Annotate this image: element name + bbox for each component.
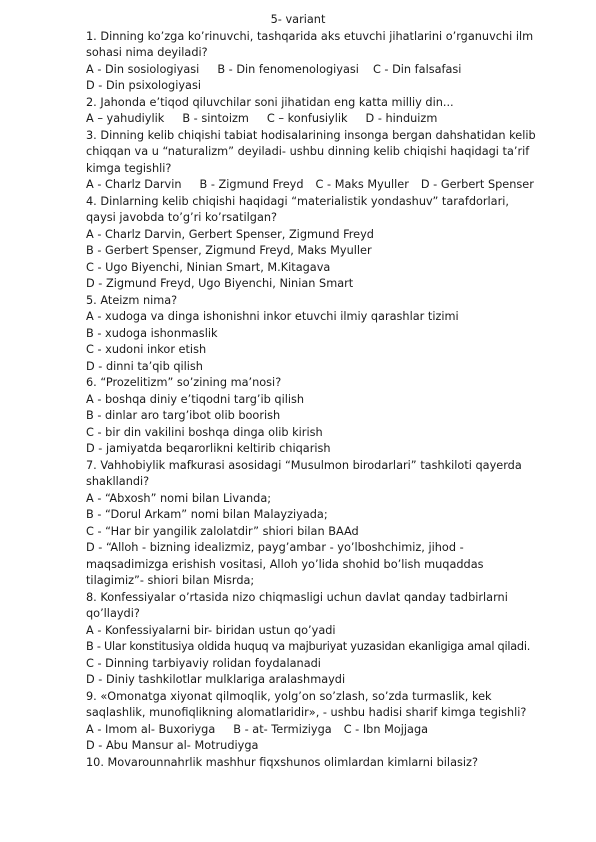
question-1: 1. Dinning ko’zga ko’rinuvchi, tashqarida aks etuvchi jihatlarini o’rganuvchi ilm sohasi nima deyiladi? — [86, 29, 534, 59]
q4-option-d: D - Zigmund Freyd, Ugo Biyenchi, Ninian Smart — [86, 277, 354, 290]
q4-option-b: B - Gerbert Spenser, Zigmund Freyd, Maks Myuller — [86, 244, 372, 257]
question-10: 10. Movarounnahrlik mashhur fiqxshunos olimlardan kimlarni bilasiz? — [86, 755, 478, 769]
question-2-options-row — [86, 111, 536, 128]
question-9: 9. «Omonatga xiyonat qilmoqlik, yolg’on so’zlash, so’zda turmaslik, kek saqlashlik, munofiqlikning alomatlaridir», - ushbu hadisi sharif kimga tegishli? — [86, 689, 527, 719]
question-5: 5. Ateizm nima? — [86, 293, 178, 307]
q7-option-c: C - “Har bir yangilik zalolatdir” shiori bilan BAAd — [86, 524, 359, 538]
q1-option-d: D - Din psixologiyasi — [86, 79, 201, 92]
q9-option-a: A - Imom al- Buxoriyga — [86, 722, 216, 736]
q3-option-b: B - Zigmund Freyd — [199, 178, 304, 191]
question-2: 2. Jahonda e’tiqod qiluvchilar soni jihatidan eng katta milliy din... — [86, 95, 454, 109]
q6-option-b: B - dinlar aro targ’ibot olib boorish — [86, 409, 281, 422]
q8-option-b: B - Ular konstitusiya oldida huquq va majburiyat yuzasidan ekanligiga amal qiladi. — [86, 640, 531, 653]
q2-option-c: C – konfusiylik — [266, 112, 348, 125]
q8-option-a: A - Konfessiyalarni bir- biridan ustun qo’yadi — [86, 623, 336, 637]
q4-option-a: A - Charlz Darvin, Gerbert Spenser, Zigmund Freyd — [86, 227, 374, 241]
q3-option-a: A - Charlz Darvin — [86, 178, 182, 191]
q4-option-c: C - Ugo Biyenchi, Ninian Smart, M.Kitagava — [86, 260, 331, 274]
q7-option-a: A - “Abxosh” nomi bilan Livanda; — [86, 491, 272, 505]
q3-option-c: C - Maks Myuller — [315, 178, 409, 191]
q8-option-c: C - Dinning tarbiyaviy rolidan foydalanadi — [86, 656, 321, 670]
question-9-options-row — [86, 722, 536, 739]
q2-option-d: D - hinduizm — [365, 112, 438, 125]
q6-option-d: D - jamiyatda beqarorlikni keltirib chiqarish — [86, 442, 331, 455]
q5-option-a: A - xudoga va dinga ishonishni inkor etuvchi ilmiy qarashlar tizimi — [86, 310, 459, 323]
q6-option-a: A - boshqa diniy e’tiqodni targ’ib qilish — [86, 392, 305, 406]
page-title: 5- variant — [270, 13, 326, 26]
q2-option-a: A – yahudiylik — [86, 112, 165, 125]
q1-option-b: B - Din fenomenologiyasi — [217, 62, 359, 76]
q5-option-b: B - xudoga ishonmaslik — [86, 326, 218, 340]
question-1-options-row — [86, 62, 536, 79]
q3-option-d: D - Gerbert Spenser — [420, 178, 534, 191]
q7-option-b: B - “Dorul Arkam” nomi bilan Malayziyada; — [86, 508, 328, 521]
q6-option-c: C - bir din vakilini boshqa dinga olib kirish — [86, 425, 323, 439]
question-3: 3. Dinning kelib chiqishi tabiat hodisalarining insonga bergan dahshatidan kelib chiqqan va u “naturalizm” deyiladi- ushbu dinning kelib chiqishi haqidagi ta’rif kimga tegishli? — [86, 128, 536, 175]
q1-option-c: C - Din falsafasi — [372, 62, 462, 76]
q5-option-d: D - dinni ta’qib qilish — [86, 359, 203, 373]
q1-option-a: A - Din sosiologiyasi — [86, 62, 200, 76]
q9-option-d: D - Abu Mansur al- Motrudiyga — [86, 739, 259, 752]
question-7: 7. Vahhobiylik mafkurasi asosidagi “Musulmon birodarlari” tashkiloti qayerda shakllandi? — [86, 458, 522, 488]
q2-option-b: B - sintoizm — [182, 112, 249, 125]
q8-option-d: D - Diniy tashkilotlar mulklariga aralashmaydi — [86, 673, 346, 686]
q9-option-b: B - at- Termiziyga — [233, 722, 332, 736]
q5-option-c: C - xudoni inkor etish — [86, 343, 207, 356]
question-6: 6. “Prozelitizm” so’zining ma’nosi? — [86, 376, 282, 389]
question-8: 8. Konfessiyalar o’rtasida nizo chiqmasligi uchun davlat qanday tadbirlarni qo’llaydi? — [86, 590, 508, 620]
question-3-options-row — [86, 177, 536, 194]
q9-option-c: C - Ibn Mojjaga — [343, 722, 429, 736]
question-4: 4. Dinlarning kelib chiqishi haqidagi “materialistik yondashuv” tarafdorlari, qaysi javobda to’g’ri ko’rsatilgan? — [86, 194, 509, 224]
q7-option-d: D - “Alloh - bizning idealizmiz, payg’ambar - yo’lboshchimiz, jihod - maqsadimizga erishish vositasi, Alloh yo’lida shohid bo’lish muqaddas tilagimiz”- shiori bilan Misrda; — [86, 541, 484, 587]
